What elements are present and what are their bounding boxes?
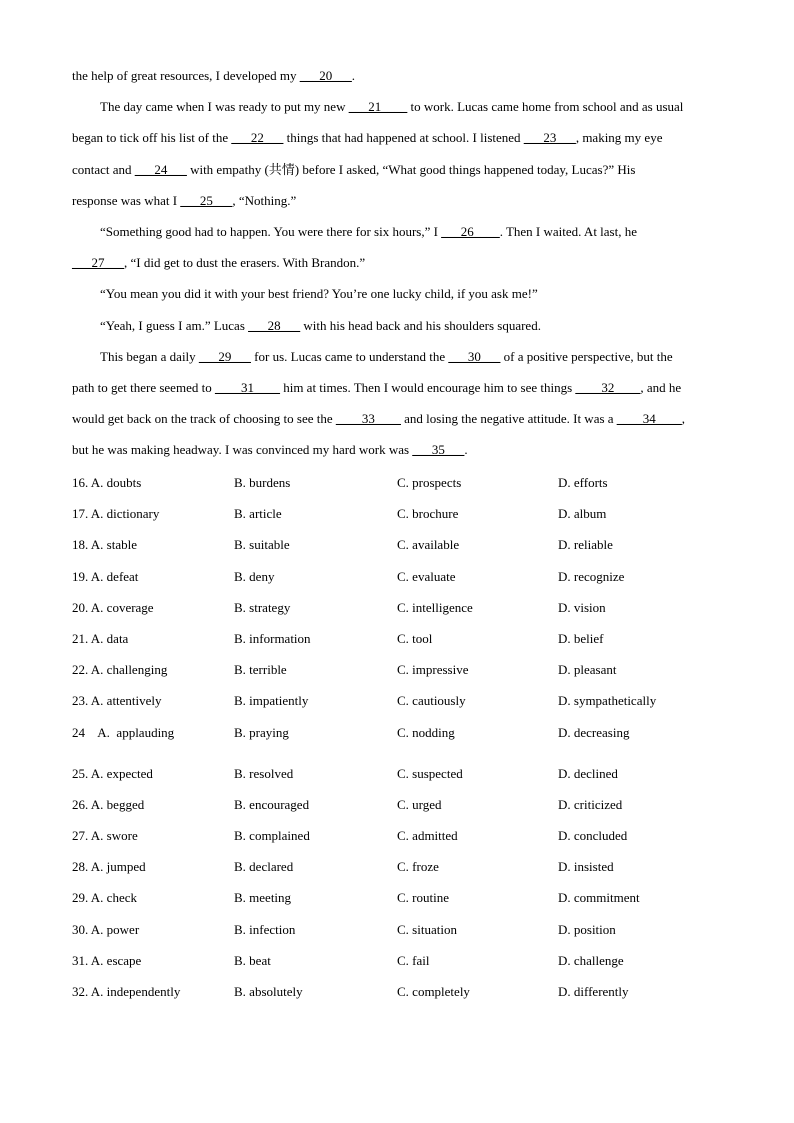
option-row-19 <box>72 561 724 592</box>
option-d: D. efforts <box>558 475 608 490</box>
blank-31: ____31____ <box>214 379 280 395</box>
text: began to tick off his list of the <box>72 130 232 146</box>
text: but he was making headway. I was convinced my hard work was <box>72 442 413 458</box>
option-c: C. admitted <box>397 828 458 844</box>
option-b: B. strategy <box>234 599 291 615</box>
passage-line <box>72 247 724 278</box>
option-b: B. impatiently <box>234 693 309 709</box>
option-b: B. terrible <box>234 662 287 678</box>
option-row-32 <box>72 976 724 1007</box>
option-row-18 <box>72 529 724 560</box>
option-row-16 <box>72 467 724 498</box>
blank-24: ___24___ <box>134 161 187 177</box>
text: path to get there seemed to <box>72 379 215 395</box>
option-row-31 <box>72 945 724 976</box>
option-b: B. beat <box>234 952 271 968</box>
option-d: D. vision <box>558 599 606 615</box>
text: to work. Lucas came home from school and as usual <box>407 99 684 115</box>
passage-line <box>72 310 724 341</box>
option-b: B. burdens <box>234 475 291 490</box>
option-d: D. decreasing <box>558 724 630 740</box>
text: with his head back and his shoulders squared. <box>300 317 541 333</box>
option-c: C. froze <box>397 859 439 875</box>
passage-line <box>72 403 724 434</box>
option-row-23 <box>72 685 724 716</box>
option-row-30 <box>72 914 724 945</box>
text: . <box>464 442 468 458</box>
text: , “I did get to dust the erasers. With Brandon.” <box>124 255 366 271</box>
option-b: B. deny <box>234 568 275 584</box>
option-c: C. fail <box>397 952 430 968</box>
option-c: C. completely <box>397 984 470 999</box>
text: the help of great resources, I developed my <box>72 68 300 83</box>
option-a: 31. A. escape <box>72 952 142 968</box>
option-a: 21. A. data <box>72 630 129 646</box>
text: “Something good had to happen. You were there for six hours,” I <box>100 223 442 239</box>
passage-line <box>72 434 724 465</box>
option-a: 30. A. power <box>72 921 140 937</box>
option-d: D. belief <box>558 630 604 646</box>
option-row-17 <box>72 498 724 529</box>
option-a: 27. A. swore <box>72 828 138 844</box>
option-a: 19. A. defeat <box>72 568 139 584</box>
text: with empathy (共情) before I asked, “What good things happened today, Lucas?” His <box>186 161 636 177</box>
option-d: D. reliable <box>558 537 613 553</box>
option-d: D. insisted <box>558 859 614 875</box>
passage-line <box>72 60 724 91</box>
passage-line <box>72 372 724 403</box>
text: contact and <box>72 161 135 177</box>
option-b: B. infection <box>234 921 296 937</box>
option-c: C. intelligence <box>397 599 473 615</box>
option-a: 29. A. check <box>72 890 137 906</box>
option-d: D. recognize <box>558 568 625 584</box>
option-b: B. meeting <box>234 890 292 906</box>
text: him at times. Then I would encourage him to see things <box>279 379 576 395</box>
text: “You mean you did it with your best friend? You’re one lucky child, if you ask me!” <box>100 286 538 302</box>
option-c: C. prospects <box>397 475 462 490</box>
option-row-21 <box>72 623 724 654</box>
option-a: 32. A. independently <box>72 984 181 999</box>
passage-line <box>72 91 724 122</box>
option-row-26 <box>72 789 724 820</box>
text: , “Nothing.” <box>232 192 297 208</box>
option-c: C. tool <box>397 630 433 646</box>
option-row-27 <box>72 820 724 851</box>
text: , and he <box>640 379 682 395</box>
option-a: 20. A. coverage <box>72 599 154 615</box>
text: for us. Lucas came to understand the <box>250 348 449 364</box>
option-b: B. resolved <box>234 765 294 781</box>
option-c: C. brochure <box>397 506 459 522</box>
text: of a positive perspective, but the <box>500 348 673 364</box>
option-c: C. available <box>397 537 460 553</box>
option-b: B. suitable <box>234 537 290 553</box>
option-b: B. praying <box>234 724 289 740</box>
blank-32: ____32____ <box>575 379 641 395</box>
option-d: D. declined <box>558 765 618 781</box>
option-c: C. nodding <box>397 724 455 740</box>
option-row-22 <box>72 654 724 685</box>
blank-21: ___21____ <box>348 99 408 115</box>
option-b: B. complained <box>234 828 310 844</box>
passage-line <box>72 216 724 247</box>
blank-35: ___35___ <box>412 442 465 458</box>
option-d: D. position <box>558 921 616 937</box>
text: things that had happened at school. I listened <box>283 130 524 146</box>
text: “Yeah, I guess I am.” Lucas <box>100 317 249 333</box>
option-c: C. evaluate <box>397 568 456 584</box>
option-a: 22. A. challenging <box>72 662 168 678</box>
option-d: D. pleasant <box>558 662 617 678</box>
option-a: 23. A. attentively <box>72 693 162 709</box>
text: would get back on the track of choosing to see the <box>72 411 336 427</box>
option-d: D. album <box>558 506 607 522</box>
option-row-28 <box>72 851 724 882</box>
blank-22: ___22___ <box>231 130 284 146</box>
passage-line <box>72 122 724 153</box>
option-b: B. encouraged <box>234 796 310 812</box>
option-a: 26. A. begged <box>72 796 145 812</box>
passage-line <box>72 341 724 372</box>
option-b: B. article <box>234 506 282 522</box>
blank-26: ___26____ <box>441 223 500 239</box>
option-d: D. concluded <box>558 828 628 844</box>
option-d: D. challenge <box>558 952 624 968</box>
text: This began a daily <box>100 348 199 364</box>
option-d: D. sympathetically <box>558 693 657 709</box>
blank-25: ___25___ <box>180 192 233 208</box>
blank-28: ___28___ <box>248 317 301 333</box>
option-b: B. declared <box>234 859 294 875</box>
option-a: 17. A. dictionary <box>72 506 160 522</box>
option-b: B. absolutely <box>234 984 303 999</box>
option-d: D. criticized <box>558 796 623 812</box>
answer-options <box>72 467 724 1007</box>
blank-29: ___29___ <box>198 348 251 364</box>
blank-33: ____33____ <box>335 411 401 427</box>
option-c: C. cautiously <box>397 693 466 709</box>
option-c: C. suspected <box>397 765 463 781</box>
option-c: C. urged <box>397 796 442 812</box>
blank-30: ___30___ <box>448 348 501 364</box>
option-c: C. impressive <box>397 662 469 678</box>
option-a: 25. A. expected <box>72 765 153 781</box>
text: The day came when I was ready to put my new <box>100 99 349 115</box>
blank-27: ___27___ <box>72 255 124 271</box>
option-b: B. information <box>234 630 311 646</box>
passage-line <box>72 278 724 309</box>
blank-23: ___23___ <box>523 130 576 146</box>
text: and losing the negative attitude. It was a <box>400 411 617 427</box>
passage-line <box>72 185 724 216</box>
option-a: 28. A. jumped <box>72 859 146 875</box>
option-d: D. differently <box>558 984 629 999</box>
option-row-24 <box>72 717 724 748</box>
option-d: D. commitment <box>558 890 640 906</box>
option-a: 16. A. doubts <box>72 475 142 490</box>
option-row-20 <box>72 592 724 623</box>
option-c: C. situation <box>397 921 457 937</box>
blank-34: ____34____ <box>616 411 682 427</box>
text: , <box>681 411 686 427</box>
option-a: 24 A. applauding <box>72 724 175 740</box>
option-row-25 <box>72 758 724 789</box>
option-row-29 <box>72 882 724 913</box>
passage <box>72 60 724 465</box>
text: . Then I waited. At last, he <box>499 223 637 239</box>
text: , making my eye <box>575 130 663 146</box>
passage-line <box>72 154 724 185</box>
option-a: 18. A. stable <box>72 537 137 553</box>
blank-20: ___20___ <box>299 68 352 83</box>
text: . <box>351 68 356 83</box>
text: response was what I <box>72 192 181 208</box>
option-c: C. routine <box>397 890 449 906</box>
